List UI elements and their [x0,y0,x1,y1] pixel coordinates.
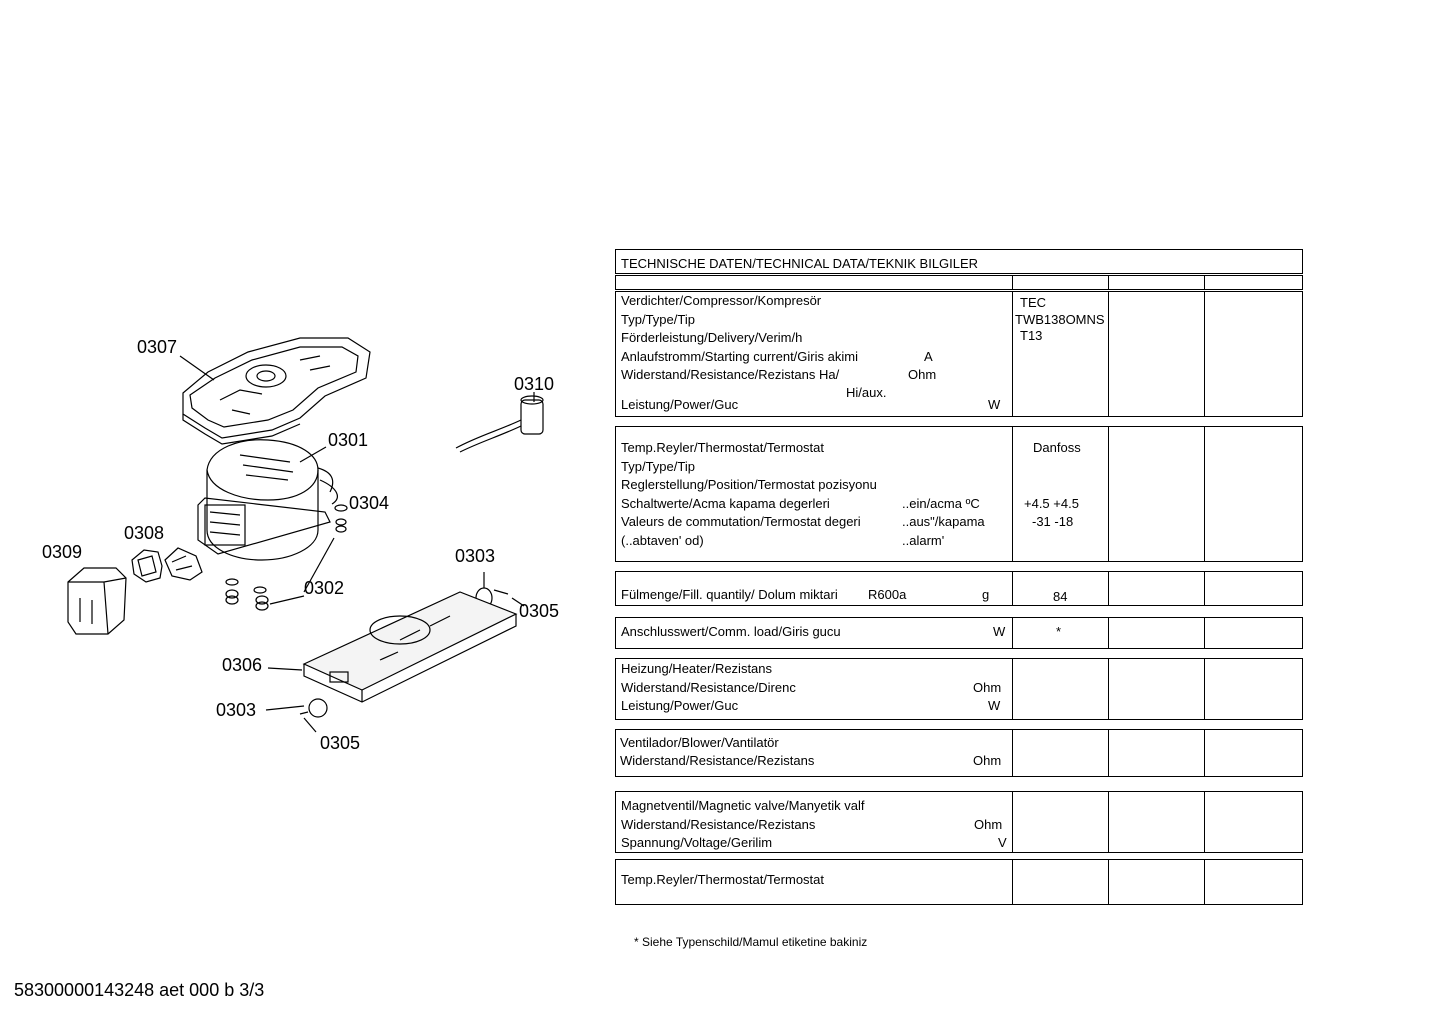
heater-resistance-label: Widerstand/Resistance/Direnc [621,680,796,695]
thermostat-defrost-label: (..abtaven' od) [621,533,704,548]
heater-power-unit: W [988,698,1001,713]
part-label-0307: 0307 [137,337,178,357]
exploded-parts-diagram [0,0,600,780]
fill-quantity-label: Fülmenge/Fill. quantily/ Dolum miktari [621,587,838,602]
thermostat-on-value: +4.5 +4.5 [1024,496,1079,511]
compressor-aux-label: Hi/aux. [846,385,887,400]
compressor-starting-current-label: Anlaufstromm/Starting current/Giris akimi [621,349,858,364]
base-plate-part [304,592,516,702]
table-title: TECHNISCHE DATEN/TECHNICAL DATA/TEKNIK BILGILER [621,256,979,271]
part-label-0302: 0302 [304,578,345,598]
thermostat-values-label: Valeurs de commutation/Termostat degeri [621,514,861,529]
compressor-type-value: TWB138OMNS [1015,312,1105,327]
fill-value: 84 [1053,589,1068,604]
thermostat-values-unit: ..aus"/kapama [902,514,985,529]
compressor-delivery-value: T13 [1020,328,1043,343]
compressor-power-unit: W [988,397,1001,412]
part-label-0305-lower: 0305 [320,733,361,753]
part-label-0301: 0301 [328,430,369,450]
part-label-0306: 0306 [222,655,263,675]
heater-label: Heizung/Heater/Rezistans [621,661,773,676]
part-label-0304: 0304 [349,493,390,513]
part-label-0310: 0310 [514,374,555,394]
table-header-row [615,275,1303,290]
document-id: 58300000143248 aet 000 b 3/3 [14,980,265,1000]
compressor-make-value: TEC [1020,295,1046,310]
valve-voltage-label: Spannung/Voltage/Gerilim [621,835,773,850]
thermostat-off-value: -31 -18 [1032,514,1074,529]
part-label-0309: 0309 [42,542,83,562]
valve-label: Magnetventil/Magnetic valve/Manyetik valf [621,798,865,813]
comm-load-value: * [1056,624,1062,639]
mounting-feet-part [226,579,268,610]
thermostat-type-label: Typ/Type/Tip [621,459,695,474]
fill-refrigerant: R600a [868,587,907,602]
thermostat-alarm-unit: ..alarm' [902,533,945,548]
part-label-0303-upper: 0303 [455,546,496,566]
compressor-part [198,440,337,560]
compressor-power-label: Leistung/Power/Guc [621,397,739,412]
thermostat-2-label: Temp.Reyler/Thermostat/Termostat [621,872,825,887]
valve-resistance-unit: Ohm [974,817,1003,832]
part-label-0305-upper: 0305 [519,601,560,621]
thermostat-switch-unit: ..ein/acma ºC [902,496,980,511]
heater-power-label: Leistung/Power/Guc [621,698,739,713]
compressor-type-label: Typ/Type/Tip [621,312,695,327]
blower-resistance-unit: Ohm [973,753,1002,768]
blower-resistance-label: Widerstand/Resistance/Rezistans [620,753,815,768]
cover-tray-part [183,338,370,444]
part-label-0303-lower: 0303 [216,700,257,720]
thermostat-position-label: Reglerstellung/Position/Termostat pozisyonu [621,477,877,492]
compressor-delivery-label: Förderleistung/Delivery/Verim/h [621,330,803,345]
grommets-part [335,505,347,532]
compressor-label: Verdichter/Compressor/Kompresör [621,293,822,308]
comm-load-label: Anschlusswert/Comm. load/Giris gucu [621,624,841,639]
compressor-resistance-label: Widerstand/Resistance/Rezistans Ha/ [621,367,840,382]
lower-bushing-part [300,699,327,717]
blower-label: Ventilador/Blower/Vantilatör [620,735,779,750]
compressor-resistance-unit: Ohm [908,367,937,382]
compressor-starting-current-unit: A [924,349,933,364]
heater-resistance-unit: Ohm [973,680,1002,695]
part-label-0308: 0308 [124,523,165,543]
thermostat-switch-label: Schaltwerte/Acma kapama degerleri [621,496,830,511]
comm-load-unit: W [993,624,1006,639]
thermostat-label: Temp.Reyler/Thermostat/Termostat [621,440,825,455]
valve-voltage-unit: V [998,835,1007,850]
valve-resistance-label: Widerstand/Resistance/Rezistans [621,817,816,832]
thermostat-make-value: Danfoss [1033,440,1081,455]
terminal-cover-part [68,568,126,634]
footnote: * Siehe Typenschild/Mamul etiketine bakiniz [634,935,868,949]
relay-part [132,548,202,582]
fill-unit: g [982,587,990,602]
capacitor-part [456,396,543,452]
